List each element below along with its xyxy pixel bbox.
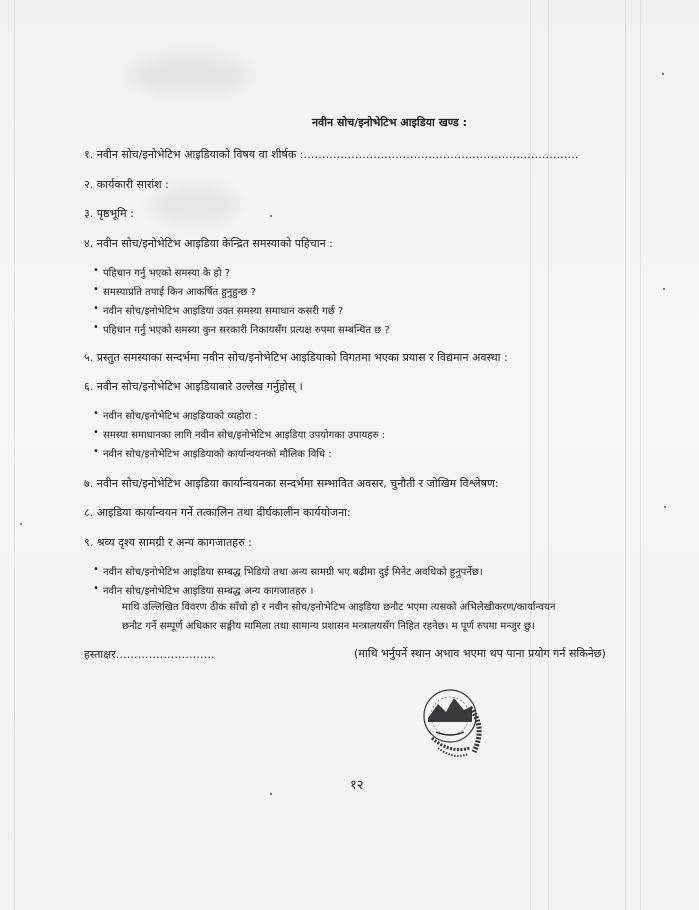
item-problem: ४. नवीन सोच/इनोभेटिभ आइडिया केन्द्रित समस्याको पहिचान :: [84, 237, 333, 250]
bullet-attachments-2: • नवीन सोच/इनोभेटिभ आइडिया सम्बद्ध अन्य कागजातहरु ।: [103, 583, 313, 597]
item-title: १. नवीन सोच/इनोभेटिभ आइडियाको विषय वा शीर्षक :…………………………………………………………………: [84, 148, 579, 161]
item-action-plan: ८. आइडिया कार्यान्वयन गर्ने तत्कालिन तथा दीर्घकालीन कार्ययोजना:: [84, 506, 351, 519]
government-seal-stamp: [410, 678, 502, 770]
item-attachments: ९. श्रव्य दृश्य सामग्री र अन्य कागजातहरु :: [84, 536, 252, 549]
declaration: [122, 598, 667, 636]
page-title: नवीन सोच/इनोभेटिभ आइडिया खण्ड :: [311, 116, 468, 129]
bullet-problem-1: • पहिचान गर्नु भएको समस्या के हो ?: [103, 265, 230, 279]
bullet-attachments-1: • नवीन सोच/इनोभेटिभ आइडिया सम्बद्ध भिडियो तथा अन्य सामग्री भए बढीमा दुई मिनेट अवधिको हुनुपर्नेछ।: [103, 564, 483, 578]
page-number: १२: [350, 778, 364, 793]
item-previous-efforts: ५. प्रस्तुत समस्याका सन्दर्भमा नवीन सोच/इनोभेटिभ आइडियाको विगतमा भएका प्रयास र विद्यमान अवस्था :: [84, 351, 508, 364]
item-mention: ६. नवीन सोच/इनोभेटिभ आइडियाबारे उल्लेख गर्नुहोस् ।: [84, 380, 303, 393]
item-background: ३. पृष्ठभूमि :: [84, 207, 134, 220]
note: (माथि भर्नुपर्ने स्थान अभाव भएमा थप पाना प्रयोग गर्न सकिनेछ): [354, 647, 606, 660]
declaration-line-1: माथि उल्लिखित विवरण ठीक साँचो हो र नवीन सोच/इनोभेटिभ आइडिया छनौट भएमा त्यसको अभिलेखीकरण/कार्यान्वयन: [122, 602, 556, 613]
item-analysis: ७. नवीन सोच/इनोभेटिभ आइडिया कार्यान्वयनका सन्दर्भमा सम्भावित अवसर, चुनौती र जोखिम विश्लेषण:: [84, 477, 499, 490]
bullet-problem-4: • पहिचान गर्नु भएको समस्या कुन सरकारी निकायसँग प्रत्यक्ष रुपमा सम्बन्धित छ ?: [103, 322, 390, 336]
item-summary: २. कार्यकारी सारांश :: [84, 178, 169, 191]
signature-field: हस्ताक्षर………………………: [84, 648, 215, 661]
bullet-mention-1: • नवीन सोच/इनोभेटिभ आइडियाको व्यहोरा :: [103, 408, 258, 422]
bullet-problem-2: • समस्याप्रति तपाई किन आकर्षित हुनुहुन्छ ?: [103, 284, 256, 298]
bullet-problem-3: • नवीन सोच/इनोभेटिभ आइडिया उक्त समस्या समाधान कसरी गर्छ ?: [103, 303, 343, 317]
bullet-mention-2: • समस्या समाधानका लागि नवीन सोच/इनोभेटिभ आइडिया उपयोगका उपायहरु :: [103, 427, 385, 441]
declaration-line-2: छनौट गर्ने सम्पूर्ण अधिकार सङ्घीय मामिला तथा सामान्य प्रशासन मन्त्रालयसँग निहित रहनेछ। म पूर्ण रुपमा मन्जुर छु।: [122, 621, 535, 632]
bullet-mention-3: • नवीन सोच/इनोभेटिभ आइडियाको कार्यान्वयनको मौलिक विधि :: [103, 446, 332, 460]
